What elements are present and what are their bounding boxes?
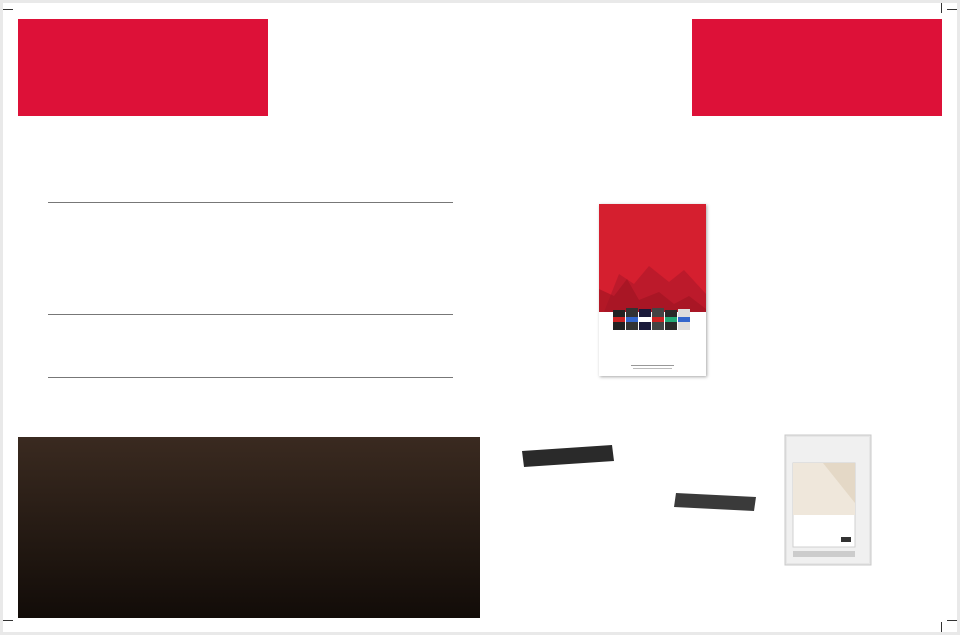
crop-mark bbox=[941, 3, 942, 13]
section-heading-cleanup bbox=[45, 370, 453, 382]
section-rule bbox=[48, 314, 453, 315]
pro-color-card-holder-image bbox=[783, 433, 875, 568]
right-page bbox=[480, 3, 957, 632]
paintbrush-display-photo bbox=[18, 437, 480, 618]
paintbrush-photo-illustration bbox=[18, 437, 480, 618]
left-banner bbox=[18, 19, 268, 116]
valspar-fan-deck-image bbox=[628, 435, 758, 519]
crop-mark bbox=[947, 9, 957, 10]
poster-artwork bbox=[599, 204, 706, 376]
crop-mark bbox=[3, 620, 13, 621]
right-banner bbox=[692, 19, 942, 116]
section-rule bbox=[48, 377, 453, 378]
left-page bbox=[3, 3, 480, 632]
section-heading-prep bbox=[45, 195, 453, 207]
window-poster-caption bbox=[727, 265, 867, 267]
window-poster-image bbox=[599, 204, 706, 376]
crop-mark bbox=[3, 9, 13, 10]
magazine-spread bbox=[3, 3, 957, 632]
ace-fan-deck-image bbox=[516, 435, 626, 527]
section-heading-painting bbox=[45, 307, 453, 319]
crop-mark bbox=[947, 620, 957, 621]
crop-mark bbox=[941, 622, 942, 632]
section-rule bbox=[48, 202, 453, 203]
